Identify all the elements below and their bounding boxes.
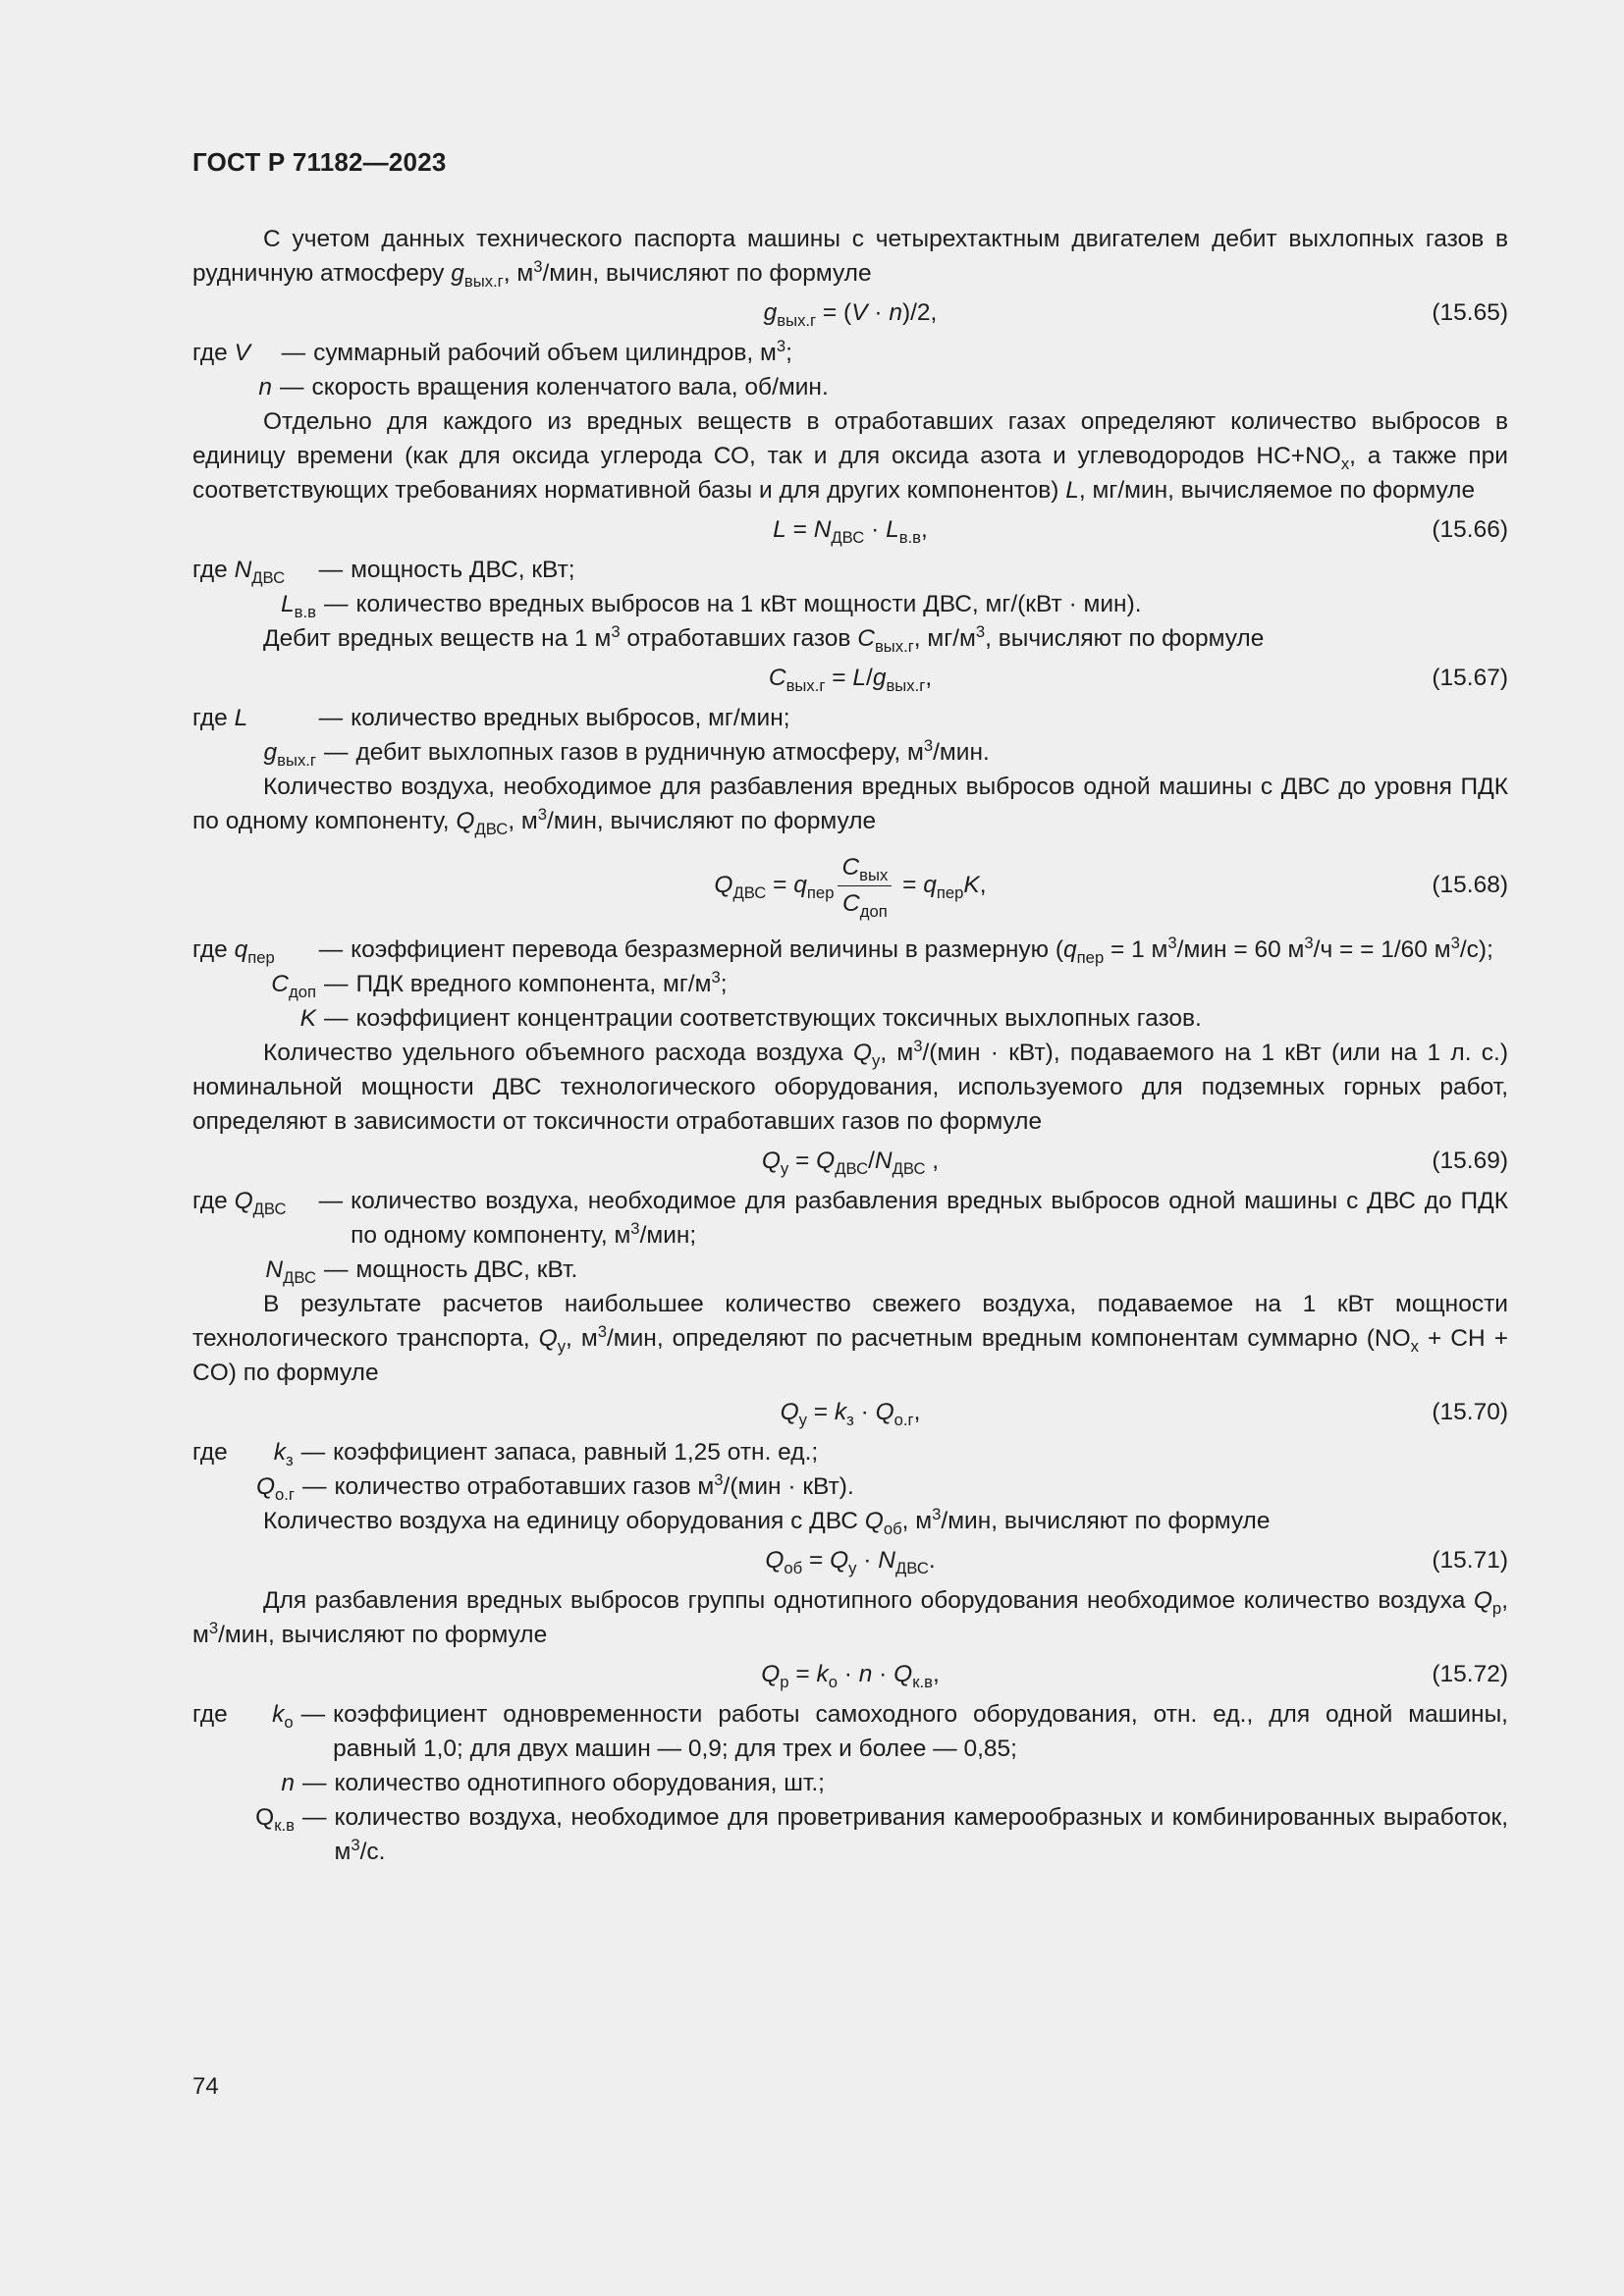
symbol: Q (234, 1188, 253, 1214)
superscript: 3 (923, 735, 934, 755)
symbol: Q (765, 1547, 785, 1574)
text: · (867, 299, 890, 326)
symbol: C (842, 890, 860, 918)
subscript: вых.г (785, 675, 826, 695)
symbol: Q (538, 1325, 558, 1352)
symbol: C (768, 665, 786, 691)
symbol: Q (780, 1399, 799, 1425)
where-symbol (235, 933, 311, 967)
symbol: Q (852, 1040, 872, 1066)
symbol: L (886, 516, 899, 543)
text: /мин = 60 м (1176, 936, 1305, 963)
where-row (192, 1697, 1508, 1766)
subscript: ДВС (835, 1158, 869, 1178)
text: . (928, 1547, 936, 1574)
symbol: N (813, 516, 832, 543)
symbol: q (923, 872, 937, 898)
where-description (351, 1184, 1508, 1253)
text: , (913, 1399, 921, 1425)
subscript: ДВС (894, 1558, 929, 1577)
subscript: x (1340, 454, 1350, 473)
dash: — (300, 1439, 326, 1466)
text: · (853, 1399, 876, 1425)
subscript: к.в (274, 1815, 295, 1835)
symbol: L (1065, 477, 1079, 504)
where-symbol (192, 967, 316, 1001)
text: , (925, 1148, 940, 1174)
subscript: вых.г (874, 636, 914, 656)
text: )/2, (901, 299, 938, 326)
paragraph (192, 222, 1508, 291)
symbol: k (816, 1661, 829, 1687)
dash: — (281, 340, 306, 366)
where-description (335, 1469, 1509, 1504)
formula (192, 838, 1508, 933)
page-header: ГОСТ Р 71182—2023 (192, 147, 447, 177)
text: · (856, 1547, 879, 1574)
where-symbol (192, 370, 272, 404)
superscript: 3 (351, 1835, 360, 1854)
paragraph (192, 404, 1508, 507)
dash: — (300, 1701, 326, 1728)
text: /(мин · кВт), подаваемого на 1 кВт (или на 1 л. с.) номинальной мощности ДВС технологического оборудования, используемого для подземных горных работ, определяют в зависимости от токсичности отработавших газов по формуле (192, 1040, 1508, 1135)
text: ПДК вредного компонента, мг/м (355, 971, 712, 997)
where-symbol (192, 1766, 295, 1800)
subscript: ДВС (283, 1267, 316, 1287)
where-row (192, 701, 1508, 735)
formula-body (762, 1139, 939, 1184)
where-row (192, 1766, 1508, 1800)
subscript: ДВС (252, 1199, 287, 1218)
text: = (802, 1547, 831, 1574)
formula-number: (15.72) (1432, 1661, 1508, 1687)
formula-number: (15.69) (1432, 1148, 1508, 1174)
symbol: Q (1473, 1587, 1492, 1614)
subscript: о.г (275, 1484, 295, 1504)
symbol: Q (864, 1508, 884, 1534)
where-label: где (192, 557, 235, 583)
symbol: L (852, 665, 866, 691)
where-symbol (192, 1001, 316, 1036)
text: + CH + CO) по формуле (192, 1325, 1508, 1386)
fraction-denominator (839, 886, 892, 922)
symbol: N (874, 1148, 893, 1174)
where-description (356, 735, 1509, 770)
symbol: k (834, 1399, 847, 1425)
text: /с); (1459, 936, 1493, 963)
text: , м (880, 1040, 914, 1066)
subscript: к.в (912, 1672, 933, 1691)
where-symbol (192, 1253, 316, 1287)
superscript: 3 (776, 336, 786, 355)
text: , м (503, 260, 534, 287)
where-row (192, 553, 1508, 587)
where-symbol (235, 553, 311, 587)
symbol: g (451, 260, 464, 287)
formula-body (714, 838, 986, 933)
subscript: доп (288, 982, 316, 1001)
text: , мг/м (913, 625, 976, 652)
text: /мин, определяют по расчетным вредным компонентам суммарно (NO (606, 1325, 1411, 1352)
where-symbol (192, 1800, 295, 1835)
dash: — (324, 739, 349, 766)
text: , (921, 516, 928, 543)
where-row (192, 370, 1508, 404)
dash: — (302, 1473, 327, 1500)
formula (192, 1139, 1508, 1184)
where-description: коэффициент концентрации соответствующих токсичных выхлопных газов. (355, 1005, 1202, 1032)
dash: — (302, 1804, 327, 1831)
text: /мин. (933, 739, 990, 766)
formula-body (764, 291, 938, 336)
text: /мин; (639, 1222, 697, 1249)
where-symbol (235, 1435, 294, 1469)
text: · (872, 1661, 894, 1687)
superscript: 3 (537, 804, 548, 824)
symbol: N (265, 1256, 284, 1283)
symbol: L (281, 591, 295, 617)
text: количество воздуха, необходимое для разбавления вредных выбросов одной машины с ДВС до ПДК по одному компоненту, м (351, 1188, 1508, 1249)
where-label: где (192, 936, 235, 963)
text: Количество воздуха, необходимое для разбавления вредных выбросов одной машины с ДВС до уровня ПДК по одному компоненту, (192, 774, 1508, 834)
formula (192, 1652, 1508, 1697)
dash: — (318, 557, 344, 583)
superscript: 3 (711, 967, 721, 987)
symbol: K (299, 1005, 316, 1032)
subscript: ДВС (831, 527, 865, 547)
text: /мин, вычисляют по формуле (542, 260, 872, 287)
text: = (806, 1399, 835, 1425)
symbol: n (281, 1770, 295, 1796)
subscript: в.в (294, 602, 316, 621)
subscript: у (780, 1158, 789, 1178)
where-description: коэффициент запаса, равный 1,25 отн. ед.; (333, 1439, 819, 1466)
subscript: о (284, 1712, 294, 1732)
symbol: Q (893, 1661, 913, 1687)
formula (192, 291, 1508, 336)
text: = (788, 1148, 817, 1174)
where-label: где (192, 1188, 235, 1214)
dash: — (280, 374, 304, 400)
where-description: количество вредных выбросов на 1 кВт мощности ДВС, мг/(кВт · мин). (355, 591, 1142, 617)
where-description (351, 933, 1508, 967)
text: / (866, 665, 873, 691)
text: ; (720, 971, 728, 997)
text: количество отработавших газов м (334, 1473, 715, 1500)
subscript: ДВС (474, 819, 509, 838)
text: Количество удельного объемного расхода воздуха (263, 1040, 853, 1066)
where-row (192, 1184, 1508, 1253)
superscript: 3 (533, 256, 543, 276)
paragraph (192, 621, 1508, 656)
text: = (895, 872, 924, 898)
subscript: р (780, 1672, 789, 1691)
text: , (932, 1661, 940, 1687)
subscript: вых.г (777, 310, 817, 330)
subscript: вых.г (277, 750, 316, 770)
symbol: Q (714, 872, 733, 898)
paragraph (192, 1287, 1508, 1390)
where-symbol (192, 735, 316, 770)
formula (192, 1390, 1508, 1435)
superscript: 3 (630, 1218, 640, 1238)
formula-body (769, 656, 932, 701)
symbol: Q (830, 1547, 849, 1574)
subscript: об (883, 1519, 902, 1538)
formula-number: (15.67) (1432, 665, 1508, 691)
text: /с. (359, 1839, 386, 1865)
subscript: у (798, 1410, 807, 1429)
where-description (335, 1800, 1509, 1869)
where-symbol (192, 587, 316, 621)
symbol: k (273, 1439, 286, 1466)
superscript: 3 (913, 1036, 923, 1055)
where-description: коэффициент одновременности работы самоходного оборудования, отн. ед., для одной машины, равный 1,0; для двух машин — 0,9; для трех и более — 0,85; (333, 1701, 1508, 1762)
text: /мин, вычисляют по формуле (218, 1622, 548, 1648)
text: , м (192, 1587, 1508, 1648)
where-description: мощность ДВС, кВт. (355, 1256, 578, 1283)
superscript: 3 (597, 1321, 607, 1341)
symbol: L (773, 516, 786, 543)
text: С учетом данных технического паспорта машины с четырехтактным двигателем дебит выхлопных газов в рудничную атмосферу (192, 226, 1508, 287)
text: коэффициент перевода безразмерной величины в размерную ( (351, 936, 1064, 963)
superscript: 3 (611, 621, 621, 641)
where-description: количество однотипного оборудования, шт.; (334, 1770, 825, 1796)
superscript: 3 (932, 1504, 942, 1523)
symbol: L (234, 705, 248, 731)
subscript: пер (247, 947, 275, 967)
subscript: доп (859, 901, 888, 921)
text: ; (785, 340, 792, 366)
where-symbol (235, 1697, 294, 1732)
formula-body (781, 1390, 921, 1435)
text: дебит выхлопных газов в рудничную атмосферу, м (355, 739, 924, 766)
paragraph (192, 1036, 1508, 1139)
symbol: Q (761, 1148, 781, 1174)
formula (192, 656, 1508, 701)
where-row (192, 735, 1508, 770)
symbol: C (841, 854, 860, 881)
where-row (192, 967, 1508, 1001)
where-label: где (192, 705, 235, 731)
symbol: Q (255, 1804, 275, 1831)
text: Количество воздуха на единицу оборудования с ДВС (263, 1508, 865, 1534)
subscript: з (846, 1410, 854, 1429)
text: Дебит вредных веществ на 1 м (263, 625, 612, 652)
symbol: Q (761, 1661, 781, 1687)
subscript: пер (936, 882, 964, 902)
symbol: Q (875, 1399, 894, 1425)
where-description (313, 336, 1508, 370)
formula-number: (15.65) (1432, 299, 1508, 326)
where-row (192, 933, 1508, 967)
text: В результате расчетов наибольшее количество свежего воздуха, подаваемое на 1 кВт мощности технологического транспорта, (192, 1291, 1508, 1352)
text: , (925, 665, 933, 691)
subscript: р (1491, 1598, 1502, 1618)
where-label: где (192, 340, 235, 366)
symbol: q (234, 936, 248, 963)
text: = ( (816, 299, 852, 326)
subscript: ДВС (892, 1158, 926, 1178)
where-row (192, 1001, 1508, 1036)
subscript: ДВС (732, 882, 767, 902)
where-symbol (192, 1469, 295, 1504)
formula-body (761, 1652, 940, 1697)
symbol: n (258, 374, 272, 400)
symbol: V (851, 299, 868, 326)
text: = (766, 872, 794, 898)
formula-number: (15.70) (1432, 1399, 1508, 1425)
symbol: N (234, 557, 252, 583)
text: , вычисляют по формуле (985, 625, 1265, 652)
subscript: в.в (898, 527, 922, 547)
where-description: мощность ДВС, кВт; (351, 557, 575, 583)
text: Отдельно для каждого из вредных веществ в отработавших газах определяют количество выбросов в единицу времени (как для оксида углерода СО, так и для оксида азота и углеводородов НС+NO (192, 408, 1508, 469)
text: = (785, 516, 814, 543)
where-description: количество вредных выбросов, мг/мин; (351, 705, 790, 731)
superscript: 3 (975, 621, 986, 641)
superscript: 3 (714, 1469, 724, 1489)
text: = (788, 1661, 817, 1687)
symbol: k (272, 1701, 285, 1728)
symbol: Q (456, 808, 475, 834)
where-description (356, 967, 1509, 1001)
symbol: Q (255, 1473, 276, 1500)
text: суммарный рабочий объем цилиндров, м (313, 340, 777, 366)
where-description: скорость вращения коленчатого вала, об/мин. (311, 374, 829, 400)
fraction (838, 850, 892, 922)
fraction-numerator (838, 850, 892, 886)
superscript: 3 (208, 1618, 219, 1637)
symbol: K (963, 872, 980, 898)
symbol: g (872, 665, 887, 691)
symbol: C (271, 971, 289, 997)
text: · (864, 516, 887, 543)
where-symbol (235, 336, 274, 370)
symbol: C (857, 625, 875, 652)
text: , м (508, 808, 538, 834)
dash: — (302, 1770, 327, 1796)
subscript: ДВС (251, 567, 286, 587)
text: · (837, 1661, 859, 1687)
text: /ч = = 1/60 м (1313, 936, 1451, 963)
page-content (192, 222, 1508, 1869)
dash: — (318, 705, 344, 731)
where-label: где (192, 1439, 235, 1466)
text: = (825, 665, 853, 691)
subscript: о (828, 1672, 838, 1691)
where-row (192, 1253, 1508, 1287)
formula-body (765, 1538, 935, 1583)
text: / (868, 1148, 875, 1174)
subscript: вых.г (463, 271, 504, 291)
superscript: 3 (1450, 933, 1460, 952)
text: /(мин · кВт). (723, 1473, 854, 1500)
text: /мин, вычисляют по формуле (547, 808, 877, 834)
text: , (979, 872, 987, 898)
superscript: 3 (1167, 933, 1177, 952)
text: , м (566, 1325, 598, 1352)
dash: — (318, 1188, 344, 1214)
formula (192, 507, 1508, 553)
where-symbol (235, 701, 311, 735)
subscript: вых (859, 865, 889, 884)
symbol: V (234, 340, 250, 366)
dash: — (318, 936, 344, 963)
dash: — (324, 591, 349, 617)
where-row (192, 1435, 1508, 1469)
symbol: n (889, 299, 902, 326)
subscript: вых.г (886, 675, 926, 695)
subscript: об (784, 1558, 803, 1577)
symbol: g (763, 299, 778, 326)
dash: — (324, 1005, 349, 1032)
superscript: 3 (1304, 933, 1314, 952)
paragraph (192, 1583, 1508, 1652)
symbol: Q (816, 1148, 836, 1174)
where-row (192, 1800, 1508, 1869)
where-symbol (235, 1184, 311, 1218)
text: = 1 м (1104, 936, 1168, 963)
formula (192, 1538, 1508, 1583)
subscript: x (1410, 1336, 1419, 1356)
symbol: g (263, 739, 278, 766)
paragraph (192, 770, 1508, 838)
where-row (192, 336, 1508, 370)
symbol: N (878, 1547, 895, 1574)
text: Для разбавления вредных выбросов группы однотипного оборудования необходимое количество воздуха (263, 1587, 1474, 1614)
subscript: у (871, 1050, 881, 1070)
text: отработавших газов (620, 625, 858, 652)
dash: — (324, 1256, 349, 1283)
subscript: о.г (893, 1410, 914, 1429)
symbol: n (858, 1661, 873, 1687)
formula-number: (15.66) (1432, 516, 1508, 543)
subscript: з (285, 1450, 294, 1469)
dash: — (324, 971, 349, 997)
text: , м (901, 1508, 933, 1534)
where-label: где (192, 1701, 235, 1728)
subscript: пер (1076, 947, 1105, 967)
where-row (192, 587, 1508, 621)
text: , а также при соответствующих требованиях нормативной базы и для других компонентов) (192, 443, 1508, 504)
formula-number: (15.71) (1432, 1547, 1508, 1574)
paragraph (192, 1504, 1508, 1538)
symbol: q (1063, 936, 1077, 963)
subscript: пер (806, 882, 835, 902)
subscript: у (557, 1336, 567, 1356)
page-number: 74 (192, 2073, 219, 2100)
subscript: у (848, 1558, 857, 1577)
symbol: q (793, 872, 807, 898)
formula-body (773, 507, 928, 553)
text: количество воздуха, необходимое для проветривания камерообразных и комбинированных выработок, м (334, 1804, 1508, 1865)
formula-number: (15.68) (1432, 872, 1508, 898)
text: , мг/мин, вычисляемое по формуле (1078, 477, 1476, 504)
where-row (192, 1469, 1508, 1504)
text: /мин, вычисляют по формуле (941, 1508, 1271, 1534)
